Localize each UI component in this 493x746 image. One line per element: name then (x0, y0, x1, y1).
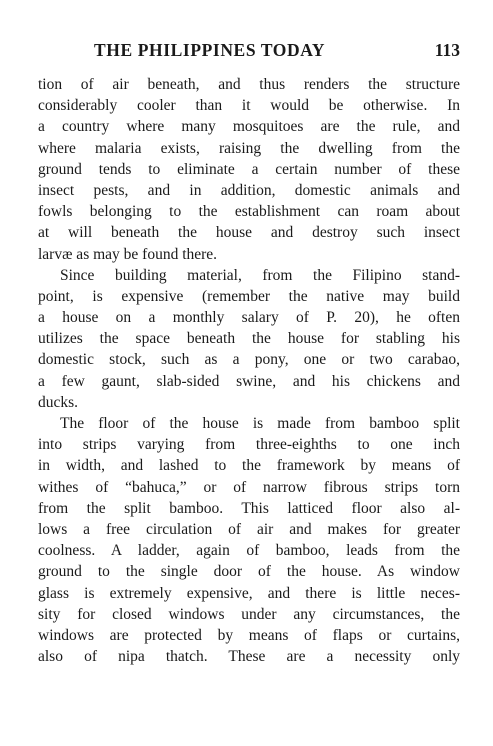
text-line: glass is extremely expensive, and there is little neces- (38, 584, 460, 602)
text-line: The floor of the house is made from bamboo split (60, 415, 460, 432)
text-line: into strips varying from three-eighths to one inch (38, 436, 460, 454)
text-line: a house on a monthly salary of P. 20), he often (38, 309, 460, 327)
text-line: point, is expensive (remember the native may build (38, 287, 460, 305)
text-line: fowls belonging to the establishment can roam about (38, 203, 460, 221)
text-line: where malaria exists, raising the dwelling from the (38, 139, 460, 157)
text-line: lows a free circulation of air and makes for greater (38, 520, 460, 538)
text-line: considerably cooler than it would be otherwise. In (38, 97, 460, 115)
text-line: domestic stock, such as a pony, one or two carabao, (38, 351, 460, 369)
text-line: insect pests, and in addition, domestic animals and (38, 181, 460, 199)
text-line: sity for closed windows under any circumstances, the (38, 605, 460, 623)
text-line: ground tends to eliminate a certain number of these (38, 160, 460, 178)
running-title: THE PHILIPPINES TODAY (94, 40, 326, 60)
page-number: 113 (434, 40, 460, 60)
body-text (38, 74, 460, 667)
text-line: Since building material, from the Filipino stand- (60, 266, 460, 284)
text-line: a country where many mosquitoes are the rule, and (38, 118, 460, 136)
text-line: at will beneath the house and destroy such insect (38, 224, 460, 242)
running-head (38, 40, 460, 64)
text-line: ducks. (38, 393, 79, 411)
text-line: windows are protected by means of flaps or curtains, (38, 626, 460, 644)
text-line: tion of air beneath, and thus renders the structure (38, 76, 460, 93)
text-line: a few gaunt, slab-sided swine, and his chickens and (38, 372, 460, 390)
text-line: ground to the single door of the house. As window (38, 563, 460, 581)
text-line: coolness. A ladder, again of bamboo, leads from the (38, 542, 460, 560)
text-line: utilizes the space beneath the house for stabling his (38, 330, 460, 348)
text-line: in width, and lashed to the framework by means of (38, 457, 460, 475)
text-line: larvæ as may be found there. (38, 245, 218, 263)
text-line: from the split bamboo. This latticed floor also al- (38, 499, 460, 517)
text-line: withes of “bahuca,” or of narrow fibrous strips torn (38, 478, 460, 496)
text-line: also of nipa thatch. These are a necessity only (38, 648, 460, 666)
